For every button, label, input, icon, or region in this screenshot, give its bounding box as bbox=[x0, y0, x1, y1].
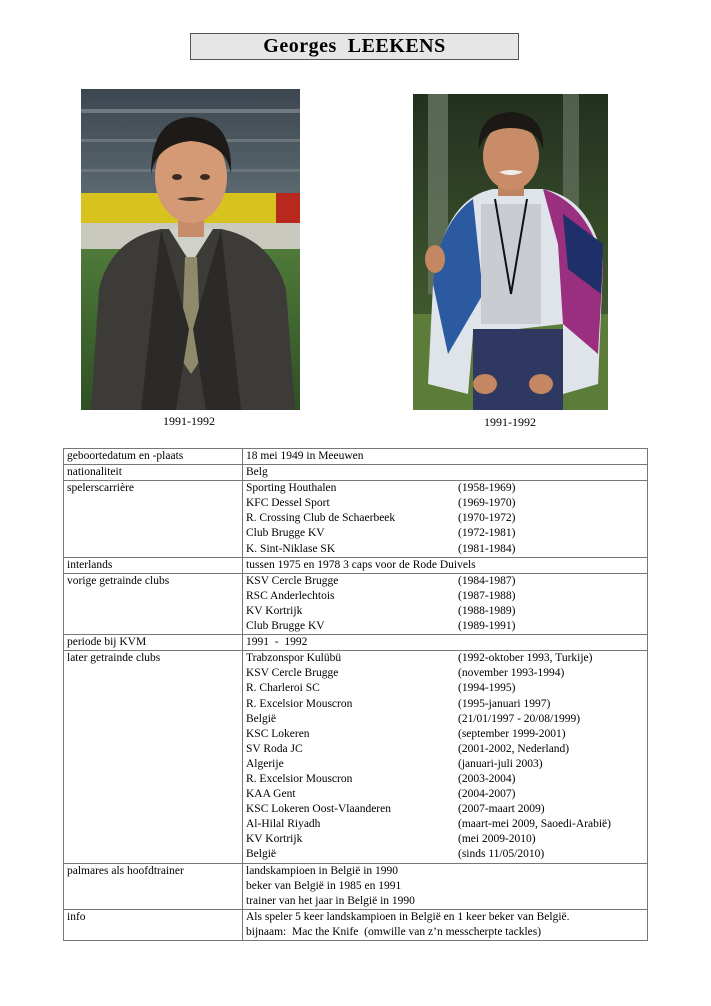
player-photo-suit bbox=[81, 89, 300, 410]
nationality-value: Belg bbox=[243, 465, 648, 481]
club-years: (november 1993-1994) bbox=[458, 667, 565, 680]
club-name: KSC Lokeren Oost-Vlaanderen bbox=[246, 803, 391, 816]
list-item bbox=[246, 681, 644, 696]
table-row-player-career bbox=[64, 481, 648, 557]
player-career-list bbox=[243, 481, 648, 557]
birth-label: geboortedatum en -plaats bbox=[64, 449, 243, 465]
club-years: (1984-1987) bbox=[458, 574, 516, 587]
club-years: (1994-1995) bbox=[458, 682, 516, 695]
list-item bbox=[246, 817, 644, 832]
club-years: (2004-2007) bbox=[458, 788, 516, 801]
club-years: (1969-1970) bbox=[458, 497, 516, 510]
list-item bbox=[246, 604, 644, 619]
club-name: Sporting Houthalen bbox=[246, 482, 337, 495]
club-name: Algerije bbox=[246, 757, 284, 770]
list-item bbox=[246, 526, 644, 541]
club-name: KSC Lokeren bbox=[246, 727, 310, 740]
previous-clubs-label: vorige getrainde clubs bbox=[64, 573, 243, 634]
club-years: (mei 2009-2010) bbox=[458, 833, 536, 846]
list-item bbox=[246, 787, 644, 802]
list-item bbox=[246, 511, 644, 526]
list-item: beker van België in 1985 en 1991 bbox=[246, 879, 402, 892]
list-item bbox=[246, 727, 644, 742]
list-item bbox=[246, 847, 644, 862]
club-years: (2007-maart 2009) bbox=[458, 803, 545, 816]
club-name: K. Sint-Niklase SK bbox=[246, 542, 336, 555]
club-years: (21/01/1997 - 20/08/1999) bbox=[458, 712, 581, 725]
club-years: (2003-2004) bbox=[458, 772, 516, 785]
club-name: België bbox=[246, 848, 277, 861]
list-item bbox=[246, 574, 644, 589]
club-name: R. Excelsior Mouscron bbox=[246, 772, 353, 785]
honours-list bbox=[243, 863, 648, 909]
previous-clubs-list bbox=[243, 573, 648, 634]
list-item: Als speler 5 keer landskampioen in België en 1 keer beker van België. bbox=[246, 910, 570, 923]
club-name: Club Brugge KV bbox=[246, 620, 325, 633]
club-years: (1972-1981) bbox=[458, 527, 516, 540]
list-item bbox=[246, 712, 644, 727]
list-item bbox=[246, 742, 644, 757]
kvm-period-value: 1991 - 1992 bbox=[243, 635, 648, 651]
later-clubs-list bbox=[243, 651, 648, 863]
table-row-birth bbox=[64, 449, 648, 465]
club-name: KSV Cercle Brugge bbox=[246, 574, 339, 587]
club-name: KSV Cercle Brugge bbox=[246, 667, 339, 680]
club-years: (1995-januari 1997) bbox=[458, 697, 551, 710]
club-years: (sinds 11/05/2010) bbox=[458, 848, 545, 861]
kvm-period-label: periode bij KVM bbox=[64, 635, 243, 651]
page-title: Georges LEEKENS bbox=[190, 33, 519, 60]
later-clubs-label: later getrainde clubs bbox=[64, 651, 243, 863]
club-name: KFC Dessel Sport bbox=[246, 497, 330, 510]
club-name: KV Kortrijk bbox=[246, 833, 303, 846]
club-name: SV Roda JC bbox=[246, 742, 303, 755]
right-photo-caption: 1991-1992 bbox=[484, 415, 536, 429]
list-item bbox=[246, 619, 644, 634]
table-row-nationality bbox=[64, 465, 648, 481]
list-item bbox=[246, 666, 644, 681]
club-name: Trabzonspor Kulübü bbox=[246, 652, 342, 665]
club-years: (1987-1988) bbox=[458, 589, 516, 602]
list-item bbox=[246, 542, 644, 557]
list-item bbox=[246, 757, 644, 772]
player-photo-tracksuit bbox=[413, 94, 608, 410]
club-name: KV Kortrijk bbox=[246, 604, 303, 617]
player-career-label: spelerscarrière bbox=[64, 481, 243, 557]
list-item bbox=[246, 589, 644, 604]
list-item bbox=[246, 481, 644, 496]
table-row-info bbox=[64, 909, 648, 940]
club-years: (1981-1984) bbox=[458, 542, 516, 555]
club-years: (1958-1969) bbox=[458, 482, 516, 495]
left-photo-caption: 1991-1992 bbox=[163, 414, 215, 428]
table-row-previous-clubs bbox=[64, 573, 648, 634]
list-item bbox=[246, 832, 644, 847]
table-row-internationals bbox=[64, 557, 648, 573]
table-row-honours bbox=[64, 863, 648, 909]
list-item: landskampioen in België in 1990 bbox=[246, 864, 399, 877]
club-years: (januari-juli 2003) bbox=[458, 757, 543, 770]
club-years: (1988-1989) bbox=[458, 604, 516, 617]
club-name: R. Charleroi SC bbox=[246, 682, 320, 695]
list-item bbox=[246, 772, 644, 787]
internationals-value: tussen 1975 en 1978 3 caps voor de Rode Duivels bbox=[243, 557, 648, 573]
club-name: Club Brugge KV bbox=[246, 527, 325, 540]
club-name: KAA Gent bbox=[246, 788, 296, 801]
club-name: RSC Anderlechtois bbox=[246, 589, 335, 602]
profile-table bbox=[63, 448, 648, 941]
club-years: (september 1999-2001) bbox=[458, 727, 566, 740]
list-item bbox=[246, 496, 644, 511]
info-label: info bbox=[64, 909, 243, 940]
club-years: (2001-2002, Nederland) bbox=[458, 742, 570, 755]
club-name: België bbox=[246, 712, 277, 725]
internationals-label: interlands bbox=[64, 557, 243, 573]
club-name: R. Excelsior Mouscron bbox=[246, 697, 353, 710]
list-item: bijnaam: Mac the Knife (omwille van z’n messcherpte tackles) bbox=[246, 925, 542, 938]
honours-label: palmares als hoofdtrainer bbox=[64, 863, 243, 909]
club-years: (1992-oktober 1993, Turkije) bbox=[458, 652, 593, 665]
club-years: (1989-1991) bbox=[458, 620, 516, 633]
info-text bbox=[243, 909, 648, 940]
list-item bbox=[246, 651, 644, 666]
list-item bbox=[246, 802, 644, 817]
club-years: (maart-mei 2009, Saoedi-Arabië) bbox=[458, 818, 611, 831]
list-item: trainer van het jaar in België in 1990 bbox=[246, 894, 415, 907]
club-name: R. Crossing Club de Schaerbeek bbox=[246, 512, 396, 525]
birth-value: 18 mei 1949 in Meeuwen bbox=[243, 449, 648, 465]
club-years: (1970-1972) bbox=[458, 512, 516, 525]
list-item bbox=[246, 697, 644, 712]
table-row-kvm-period bbox=[64, 635, 648, 651]
club-name: Al-Hilal Riyadh bbox=[246, 818, 321, 831]
table-row-later-clubs bbox=[64, 651, 648, 863]
nationality-label: nationaliteit bbox=[64, 465, 243, 481]
